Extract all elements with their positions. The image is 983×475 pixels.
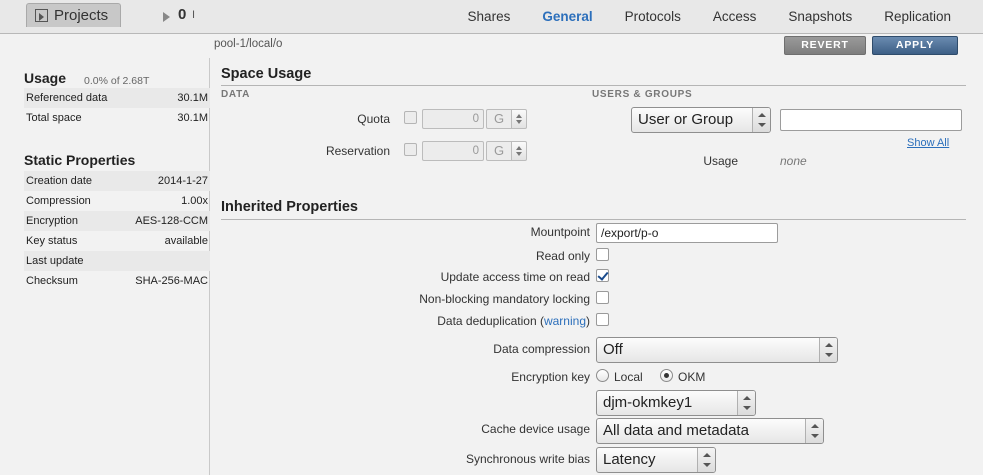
breadcrumb: pool-1/local/o bbox=[214, 38, 283, 50]
main-panel bbox=[210, 58, 983, 475]
static-row-creation-date-value: 2014-1-27 bbox=[157, 175, 208, 187]
data-compression-value: Off bbox=[603, 341, 623, 358]
data-compression-select[interactable] bbox=[596, 337, 838, 363]
usage-row-referenced-value: 30.1M bbox=[177, 92, 208, 104]
nav-tabs bbox=[452, 0, 967, 34]
inherited-properties-title: Inherited Properties bbox=[221, 199, 358, 215]
static-row-compression-value: 1.00x bbox=[181, 195, 208, 207]
static-row-creation-date bbox=[24, 171, 210, 191]
encryption-key-label: Encryption key bbox=[511, 370, 590, 384]
quota-unit-display: G bbox=[486, 109, 512, 129]
static-row-encryption-key: Encryption bbox=[26, 215, 78, 227]
chevron-updown-icon bbox=[819, 338, 837, 362]
usage-section-subtitle: 0.0% of 2.68T bbox=[84, 75, 150, 87]
projects-count: 0 bbox=[178, 6, 187, 23]
non-blocking-locking-checkbox[interactable] bbox=[596, 291, 609, 304]
update-access-time-label: Update access time on read bbox=[440, 270, 590, 284]
apply-button[interactable]: APPLY bbox=[872, 36, 958, 55]
encryption-key-name-select[interactable] bbox=[596, 390, 756, 416]
static-row-encryption bbox=[24, 211, 210, 231]
tab-protocols[interactable]: Protocols bbox=[624, 9, 681, 24]
reservation-checkbox[interactable] bbox=[404, 143, 417, 156]
usage-row-referenced-key: Referenced data bbox=[26, 92, 108, 104]
tab-replication[interactable]: Replication bbox=[884, 9, 951, 24]
tab-access[interactable]: Access bbox=[712, 9, 757, 24]
sync-write-bias-label: Synchronous write bias bbox=[465, 452, 590, 466]
projects-tab[interactable] bbox=[26, 3, 121, 27]
dedup-label-suffix: ) bbox=[586, 314, 590, 328]
chevron-updown-icon bbox=[752, 108, 770, 132]
static-row-key-status-key: Key status bbox=[26, 235, 78, 247]
cache-device-usage-select[interactable] bbox=[596, 418, 824, 444]
quota-unit-stepper[interactable] bbox=[512, 109, 527, 129]
static-row-key-status bbox=[24, 231, 210, 251]
chevron-updown-icon bbox=[805, 419, 823, 443]
chevron-updown-icon bbox=[737, 391, 755, 415]
user-or-group-input[interactable] bbox=[780, 109, 962, 131]
revert-button[interactable]: REVERT bbox=[784, 36, 866, 55]
static-row-compression bbox=[24, 191, 210, 211]
tab-shares[interactable]: Shares bbox=[467, 9, 511, 24]
non-blocking-locking-label: Non-blocking mandatory locking bbox=[419, 292, 590, 306]
space-usage-divider bbox=[221, 85, 966, 86]
quota-label: Quota bbox=[357, 112, 390, 126]
static-row-creation-date-key: Creation date bbox=[26, 175, 93, 187]
static-properties-title: Static Properties bbox=[24, 152, 136, 168]
usage-field-value: none bbox=[780, 154, 807, 168]
data-compression-label: Data compression bbox=[493, 342, 590, 356]
read-only-label: Read only bbox=[535, 249, 590, 263]
encryption-key-okm-radio[interactable] bbox=[660, 369, 673, 382]
dedup-label-prefix: Data deduplication ( bbox=[437, 314, 544, 328]
static-row-compression-key: Compression bbox=[26, 195, 91, 207]
encryption-key-local-radio[interactable] bbox=[596, 369, 609, 382]
usage-row-referenced bbox=[24, 88, 210, 108]
cache-device-usage-value: All data and metadata bbox=[603, 422, 749, 439]
projects-icon bbox=[35, 9, 48, 22]
users-groups-group-label: USERS & GROUPS bbox=[592, 89, 693, 100]
mountpoint-input[interactable]: /export/p-o bbox=[596, 223, 778, 243]
quota-value-input[interactable]: 0 bbox=[422, 109, 484, 129]
user-or-group-select-value: User or Group bbox=[638, 111, 734, 128]
mountpoint-label: Mountpoint bbox=[530, 225, 590, 239]
usage-row-total bbox=[24, 108, 210, 128]
read-only-checkbox[interactable] bbox=[596, 248, 609, 261]
tab-general[interactable]: General bbox=[542, 9, 593, 24]
sync-write-bias-value: Latency bbox=[603, 451, 656, 468]
projects-expand-arrow-icon[interactable] bbox=[163, 12, 170, 22]
inherited-properties-divider bbox=[221, 219, 966, 220]
top-bar bbox=[0, 0, 983, 34]
static-row-encryption-value: AES-128-CCM bbox=[135, 215, 208, 227]
reservation-value-input[interactable]: 0 bbox=[422, 141, 484, 161]
encryption-key-local-label: Local bbox=[614, 370, 643, 384]
reservation-unit-display: G bbox=[486, 141, 512, 161]
usage-section-title: Usage bbox=[24, 70, 67, 86]
encryption-key-name-value: djm-okmkey1 bbox=[603, 394, 693, 411]
user-or-group-select[interactable] bbox=[631, 107, 771, 133]
tab-snapshots[interactable]: Snapshots bbox=[788, 9, 853, 24]
dedup-warning-link[interactable]: warning bbox=[543, 314, 586, 328]
quota-checkbox[interactable] bbox=[404, 111, 417, 124]
sync-write-bias-select[interactable] bbox=[596, 447, 716, 473]
usage-row-total-value: 30.1M bbox=[177, 112, 208, 124]
static-row-last-update-key: Last update bbox=[26, 255, 84, 267]
static-row-key-status-value: available bbox=[164, 235, 208, 247]
projects-tab-label: Projects bbox=[54, 7, 109, 24]
static-row-checksum-value: SHA-256-MAC bbox=[135, 275, 208, 287]
space-usage-title: Space Usage bbox=[221, 66, 312, 82]
static-row-checksum-key: Checksum bbox=[26, 275, 78, 287]
data-deduplication-checkbox[interactable] bbox=[596, 313, 609, 326]
reservation-unit-stepper[interactable] bbox=[512, 141, 527, 161]
data-deduplication-label bbox=[390, 314, 590, 328]
data-group-label: DATA bbox=[221, 89, 251, 100]
static-row-last-update bbox=[24, 251, 210, 271]
cache-device-usage-label: Cache device usage bbox=[481, 422, 590, 436]
show-all-link[interactable]: Show All bbox=[907, 137, 950, 149]
sidebar bbox=[0, 58, 210, 475]
encryption-key-okm-label: OKM bbox=[678, 370, 706, 384]
usage-field-label: Usage bbox=[703, 154, 738, 168]
usage-row-total-key: Total space bbox=[26, 112, 82, 124]
update-access-time-checkbox[interactable] bbox=[596, 269, 609, 282]
projects-count-suffix: I bbox=[192, 9, 196, 21]
reservation-label: Reservation bbox=[325, 144, 390, 158]
chevron-updown-icon bbox=[697, 448, 715, 472]
static-row-checksum bbox=[24, 271, 210, 291]
